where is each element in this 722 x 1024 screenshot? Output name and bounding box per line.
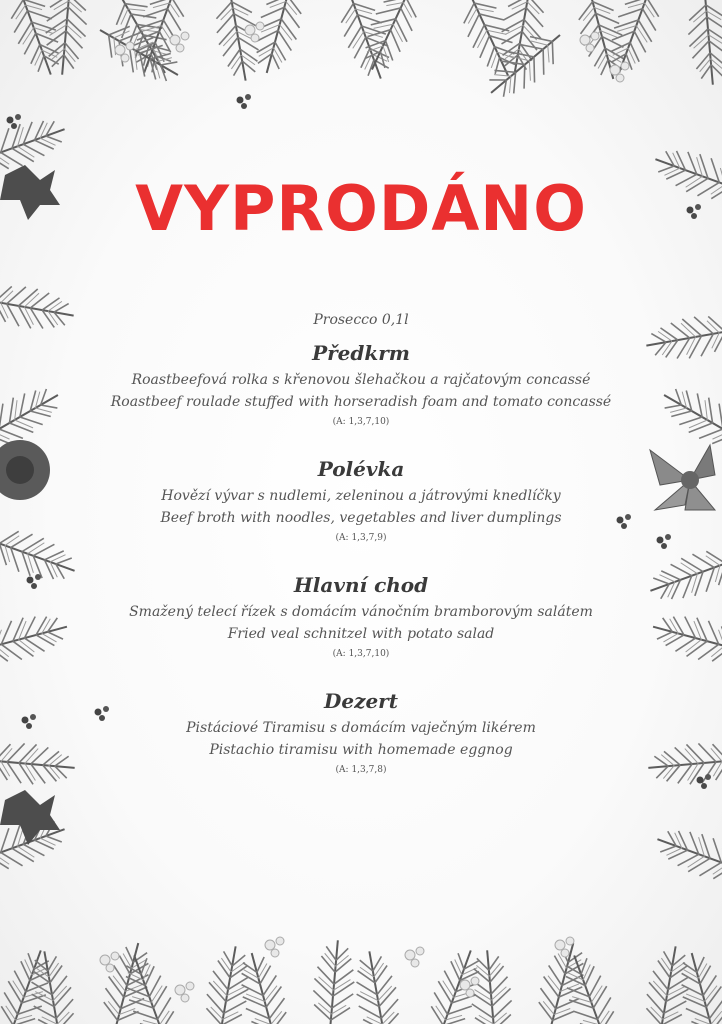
allergen-list: (A: 1,3,7,9): [335, 533, 387, 543]
dish-description-en: Fried veal schnitzel with potato salad: [227, 626, 495, 642]
dish-description-en: Beef broth with noodles, vegetables and liver dumplings: [160, 510, 562, 526]
dish-description-en: Pistachio tiramisu with homemade eggnog: [209, 742, 513, 758]
course-main: [80, 572, 642, 661]
course-title: Předkrm: [312, 341, 410, 365]
dish-description-cz: Pistáciové Tiramisu s domácím vaječným likérem: [186, 720, 536, 736]
sold-out-banner: VYPRODÁNO: [135, 172, 587, 245]
course-title: Hlavní chod: [293, 573, 429, 597]
dish-description-en: Roastbeef roulade stuffed with horseradish foam and tomato concassé: [110, 394, 612, 410]
allergen-list: (A: 1,3,7,8): [335, 765, 387, 775]
course-soup: [80, 456, 642, 545]
aperitif: Prosecco 0,1l: [313, 312, 409, 328]
dish-description-cz: Roastbeefová rolka s křenovou šlehačkou a rajčatovým concassé: [131, 372, 591, 388]
allergen-list: (A: 1,3,7,10): [332, 417, 390, 427]
dish-description-cz: Hovězí vývar s nudlemi, zeleninou a játrovými knedlíčky: [161, 488, 561, 504]
allergen-list: (A: 1,3,7,10): [332, 649, 390, 659]
dish-description-cz: Smažený telecí řízek s domácím vánočním bramborovým salátem: [129, 604, 593, 620]
course-title: Polévka: [317, 457, 405, 481]
course-title: Dezert: [324, 689, 398, 713]
course-dessert: [80, 688, 642, 777]
menu-list: [80, 310, 642, 804]
course-starter: [80, 340, 642, 429]
